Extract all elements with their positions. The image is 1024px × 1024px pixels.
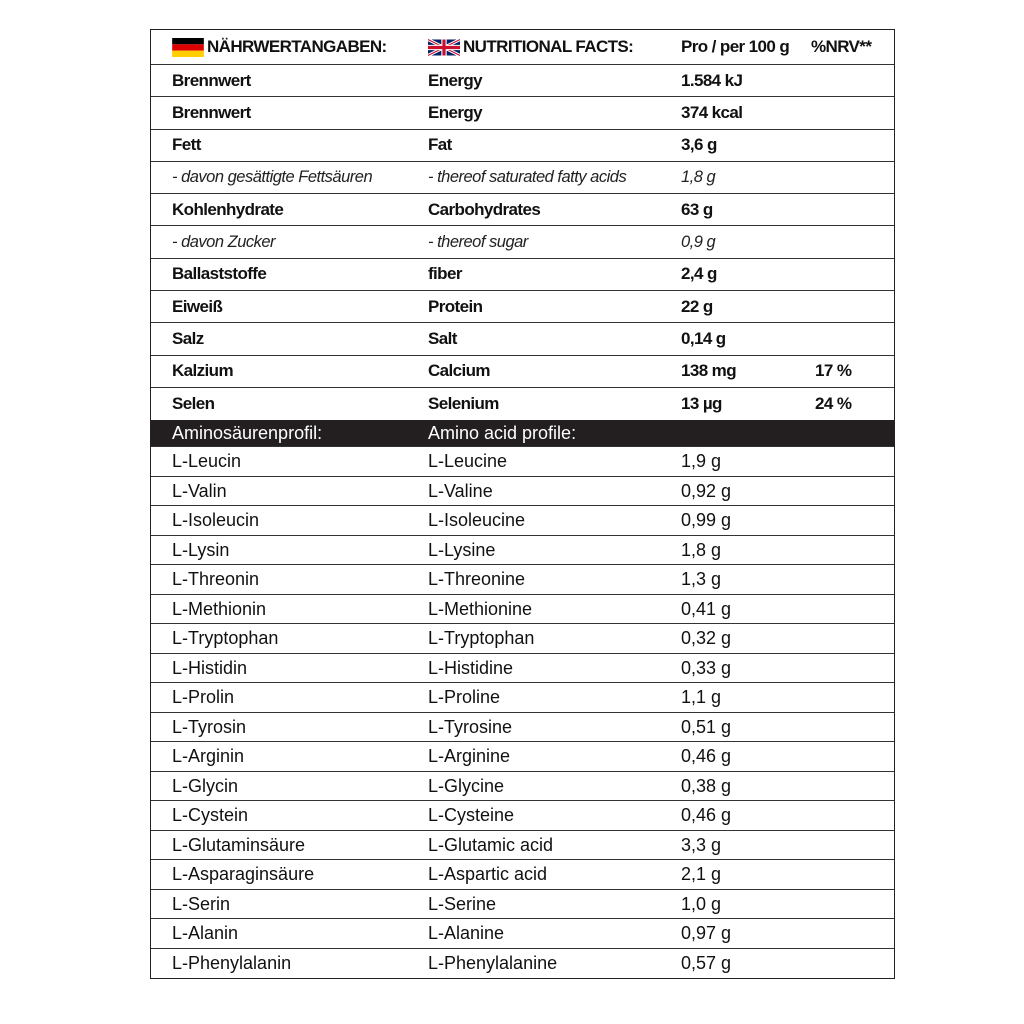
amino-row-de: L-Glutaminsäure — [172, 834, 306, 855]
nutrient-row-de: - davon Zucker — [172, 232, 276, 251]
nutrient-row-value: 0,14 g — [681, 329, 726, 349]
nutrient-row-value: 0,9 g — [681, 232, 716, 251]
nutrient-row-value: 22 g — [681, 296, 713, 316]
amino-row-en: L-Alanine — [428, 923, 505, 944]
nutrient-row-de: Ballaststoffe — [172, 264, 267, 284]
nutrient-row — [151, 226, 894, 258]
amino-row-value: 1,0 g — [681, 893, 722, 914]
nutrient-row-en: - thereof sugar — [428, 232, 528, 251]
nutrient-row — [151, 291, 894, 323]
amino-header-en: Amino acid profile: — [428, 422, 577, 443]
nutrient-row-en: - thereof saturated fatty acids — [428, 168, 627, 187]
amino-row-value: 1,9 g — [681, 451, 722, 472]
nutrient-row — [151, 356, 894, 388]
amino-row — [151, 536, 894, 566]
amino-row — [151, 595, 894, 625]
amino-row — [151, 565, 894, 595]
amino-row — [151, 801, 894, 831]
amino-row-value: 0,41 g — [681, 598, 732, 619]
nutrient-row — [151, 97, 894, 129]
amino-row — [151, 713, 894, 743]
amino-row-value: 1,8 g — [681, 539, 722, 560]
amino-row-en: L-Serine — [428, 893, 497, 914]
amino-row-en: L-Cysteine — [428, 805, 515, 826]
nutrient-row — [151, 259, 894, 291]
amino-row-de: L-Lysin — [172, 539, 230, 560]
amino-row-value: 0,51 g — [681, 716, 732, 737]
amino-row — [151, 860, 894, 890]
amino-row-de: L-Leucin — [172, 451, 242, 472]
nutrient-row-value: 13 µg — [681, 394, 722, 414]
amino-row-en: L-Threonine — [428, 569, 526, 590]
amino-row-de: L-Phenylalanin — [172, 953, 292, 974]
amino-row-de: L-Tyrosin — [172, 716, 247, 737]
nutrient-row-de: Brennwert — [172, 102, 251, 122]
header-nrv: %NRV** — [811, 37, 872, 56]
amino-row-en: L-Histidine — [428, 657, 514, 678]
amino-row-de: L-Prolin — [172, 687, 235, 708]
amino-row — [151, 683, 894, 713]
amino-row-en: L-Methionine — [428, 598, 533, 619]
amino-row-value: 0,99 g — [681, 510, 732, 531]
nutrient-row — [151, 194, 894, 226]
amino-row-en: L-Arginine — [428, 746, 511, 767]
header-en: NUTRITIONAL FACTS: — [463, 37, 634, 56]
amino-row-value: 1,1 g — [681, 687, 722, 708]
nutrient-row-de: Fett — [172, 135, 201, 155]
nutrient-row-en: Selenium — [428, 394, 499, 414]
amino-row-de: L-Tryptophan — [172, 628, 279, 649]
nutrient-row — [151, 388, 894, 420]
amino-row-de: L-Cystein — [172, 805, 249, 826]
amino-row-en: L-Leucine — [428, 451, 508, 472]
amino-row — [151, 742, 894, 772]
header-per: Pro / per 100 g — [681, 37, 790, 56]
nutrient-row-en: Salt — [428, 329, 457, 349]
amino-row-value: 0,97 g — [681, 923, 732, 944]
nutrient-row-de: Selen — [172, 394, 215, 414]
nutrient-row-de: Brennwert — [172, 70, 251, 90]
amino-row — [151, 890, 894, 920]
amino-row-de: L-Valin — [172, 480, 227, 501]
nutrient-row — [151, 65, 894, 97]
nutrient-row-value: 374 kcal — [681, 102, 743, 122]
nutrient-row-en: Energy — [428, 102, 483, 122]
amino-row-en: L-Valine — [428, 480, 493, 501]
amino-row-value: 0,46 g — [681, 805, 732, 826]
amino-row-value: 0,46 g — [681, 746, 732, 767]
amino-row — [151, 919, 894, 949]
amino-row — [151, 772, 894, 802]
uk-flag-icon — [428, 38, 460, 57]
amino-row-value: 2,1 g — [681, 864, 722, 885]
nutrient-row-value: 3,6 g — [681, 135, 717, 155]
header-de: NÄHRWERTANGABEN: — [207, 37, 387, 56]
amino-row-de: L-Arginin — [172, 746, 245, 767]
nutrient-row-en: Carbohydrates — [428, 199, 541, 219]
amino-row-en: L-Glutamic acid — [428, 834, 554, 855]
nutrient-row-nrv: 17 % — [815, 361, 852, 381]
amino-row-value: 0,92 g — [681, 480, 732, 501]
nutrient-row-value: 63 g — [681, 199, 713, 219]
nutrient-row-value: 2,4 g — [681, 264, 717, 284]
amino-row-en: L-Glycine — [428, 775, 505, 796]
amino-row — [151, 949, 894, 979]
amino-row-en: L-Lysine — [428, 539, 496, 560]
amino-row — [151, 447, 894, 477]
amino-row-en: L-Proline — [428, 687, 501, 708]
amino-row-de: L-Serin — [172, 893, 231, 914]
nutrient-row-value: 138 mg — [681, 361, 736, 381]
amino-row-de: L-Histidin — [172, 657, 248, 678]
amino-header-de: Aminosäurenprofil: — [172, 422, 323, 443]
amino-row — [151, 624, 894, 654]
nutrient-row-en: fiber — [428, 264, 462, 284]
amino-row-en: L-Tryptophan — [428, 628, 535, 649]
nutrient-row-nrv: 24 % — [815, 394, 852, 414]
amino-row-value: 0,38 g — [681, 775, 732, 796]
amino-row-en: L-Aspartic acid — [428, 864, 548, 885]
amino-row-en: L-Tyrosine — [428, 716, 513, 737]
nutrient-row-en: Energy — [428, 70, 483, 90]
nutrition-table — [150, 29, 895, 979]
amino-row-de: L-Isoleucin — [172, 510, 260, 531]
nutrient-row-en: Protein — [428, 296, 483, 316]
nutrient-row-de: Kalzium — [172, 361, 233, 381]
nutrient-row-en: Calcium — [428, 361, 490, 381]
nutrient-row-value: 1.584 kJ — [681, 70, 743, 90]
nutrient-row-en: Fat — [428, 135, 452, 155]
nutrient-row-de: Eiweiß — [172, 296, 223, 316]
amino-row-value: 3,3 g — [681, 834, 722, 855]
amino-row-de: L-Glycin — [172, 775, 239, 796]
nutrient-row — [151, 130, 894, 162]
nutrient-row — [151, 323, 894, 355]
amino-row-value: 1,3 g — [681, 569, 722, 590]
header-row — [151, 30, 894, 65]
amino-row-value: 0,57 g — [681, 953, 732, 974]
amino-row — [151, 654, 894, 684]
nutrient-row-de: Kohlenhydrate — [172, 199, 284, 219]
nutrient-row — [151, 162, 894, 194]
amino-row-value: 0,32 g — [681, 628, 732, 649]
nutrient-row-de: Salz — [172, 329, 204, 349]
amino-row-de: L-Asparaginsäure — [172, 864, 315, 885]
amino-row-de: L-Alanin — [172, 923, 239, 944]
amino-row-en: L-Isoleucine — [428, 510, 526, 531]
amino-row — [151, 477, 894, 507]
nutrient-row-de: - davon gesättigte Fettsäuren — [172, 168, 373, 187]
germany-flag-icon — [172, 38, 204, 57]
amino-row-en: L-Phenylalanine — [428, 953, 558, 974]
amino-row-de: L-Threonin — [172, 569, 260, 590]
amino-row-de: L-Methionin — [172, 598, 267, 619]
amino-header-row — [151, 420, 894, 447]
nutrient-row-value: 1,8 g — [681, 168, 716, 187]
amino-row — [151, 506, 894, 536]
amino-row — [151, 831, 894, 861]
amino-row-value: 0,33 g — [681, 657, 732, 678]
